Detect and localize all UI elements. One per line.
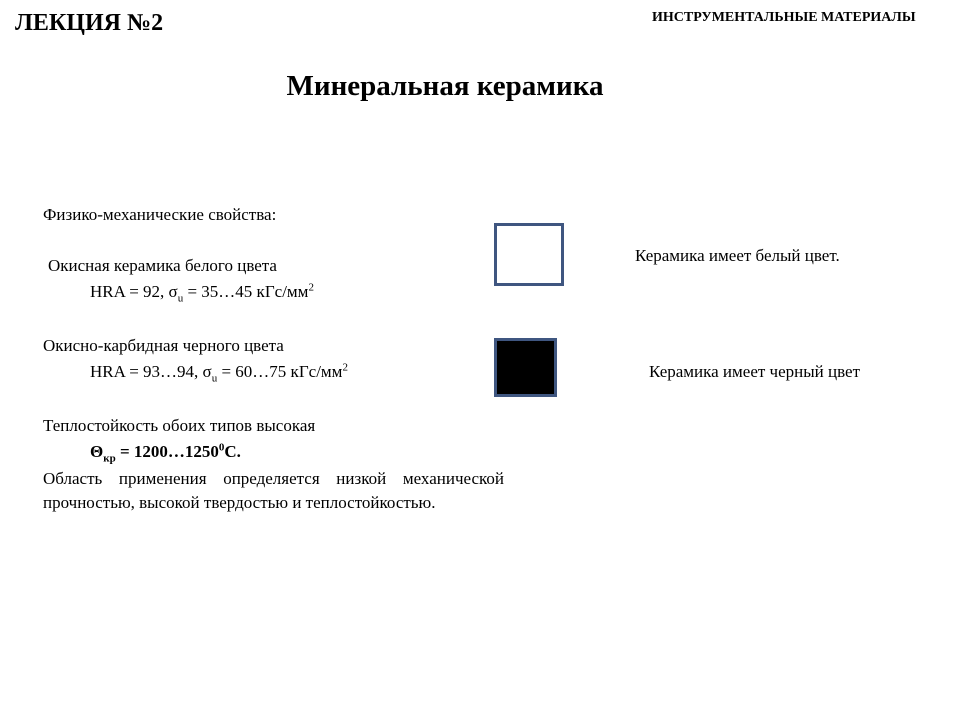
white-params-prefix: HRA = 92, σ (90, 282, 178, 301)
white-ceramic-name: Окисная керамика белого цвета (48, 256, 277, 275)
black-ceramic-params (90, 360, 348, 384)
theta-sup: 0 (218, 441, 225, 454)
white-params-sub: u (177, 292, 184, 305)
theta-symbol: Θ (90, 442, 104, 461)
heat-resistance-text: Теплостойкость обоих типов высокая (43, 416, 316, 435)
topic-header: ИНСТРУМЕНТАЛЬНЫЕ МАТЕРИАЛЫ (652, 10, 916, 25)
white-ceramic-params (90, 280, 314, 304)
white-params-sup: 2 (308, 281, 314, 294)
white-ceramic-swatch (494, 223, 564, 286)
application-text: Область применения определяется низкой механической прочностью, высокой твердостью и теплостойкостью. (43, 469, 504, 512)
black-params-sup: 2 (342, 361, 348, 374)
theta-unit: С. (224, 442, 241, 461)
theta-sub: кр (103, 452, 116, 465)
properties-heading: Физико-механические свойства: (43, 205, 277, 224)
white-ceramic-caption: Керамика имеет белый цвет. (635, 246, 840, 265)
black-params-prefix: HRA = 93…94, σ (90, 362, 212, 381)
theta-value: = 1200…1250 (115, 442, 219, 461)
lecture-number: ЛЕКЦИЯ №2 (15, 10, 164, 36)
black-ceramic-swatch (494, 338, 557, 397)
black-params-sub: u (211, 372, 218, 385)
black-ceramic-caption: Керамика имеет черный цвет (649, 362, 861, 381)
black-params-mid: = 60…75 кГс/мм (217, 362, 343, 381)
slide-title: Минеральная керамика (286, 70, 604, 102)
black-ceramic-name: Окисно-карбидная черного цвета (43, 336, 284, 355)
white-params-mid: = 35…45 кГс/мм (183, 282, 309, 301)
critical-temperature (90, 440, 241, 464)
